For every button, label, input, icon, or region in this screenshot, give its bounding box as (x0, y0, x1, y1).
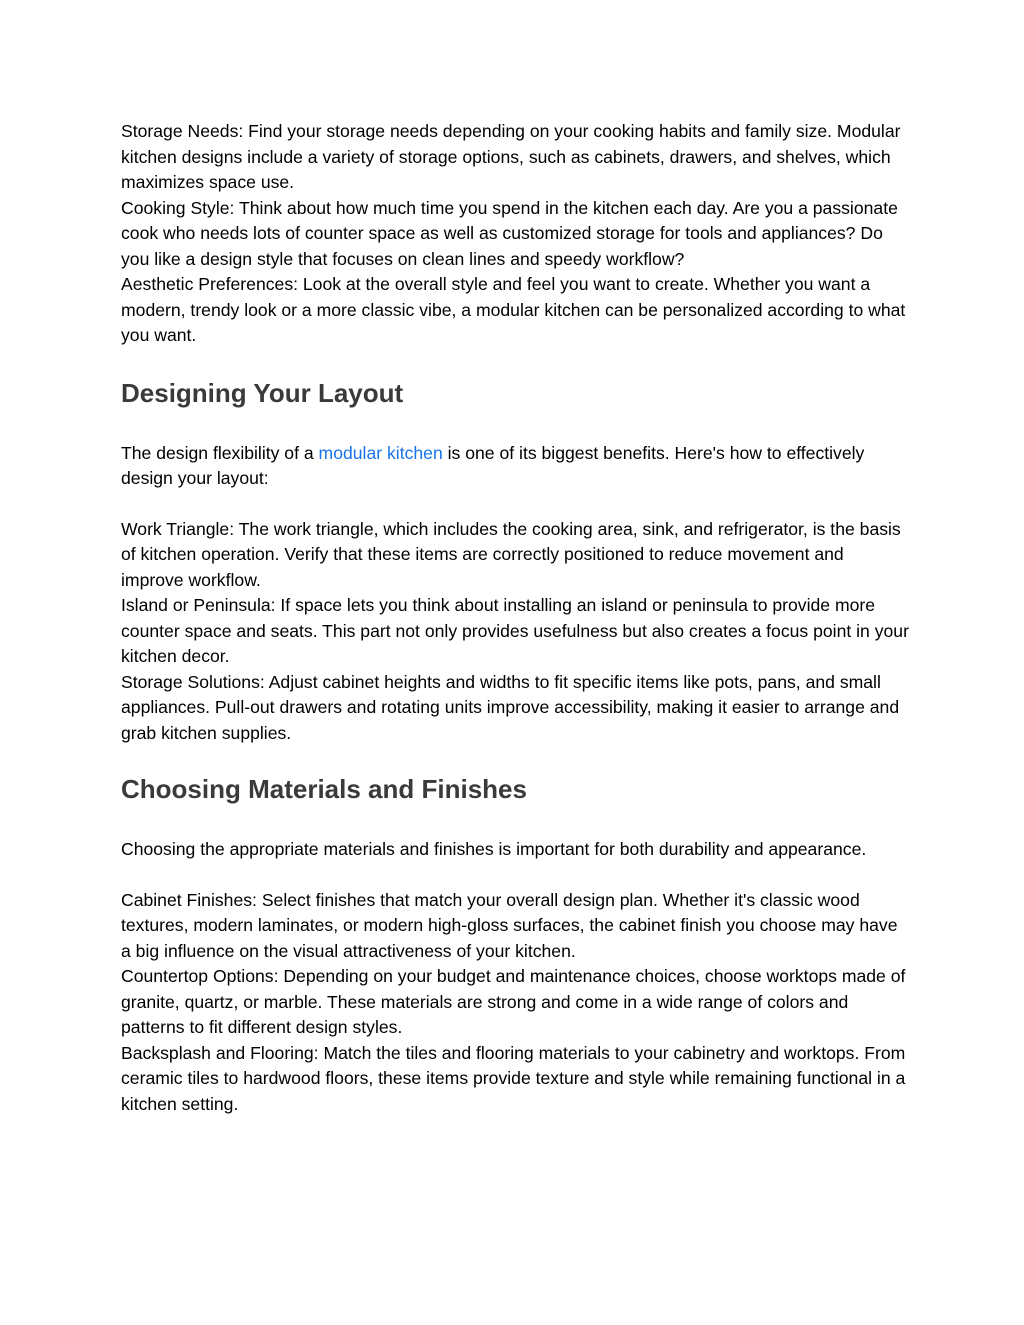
cabinet-finishes-paragraph: Cabinet Finishes: Select finishes that match your overall design plan. Whether it's classic wood textures, modern laminates, or modern high-gloss surfaces, the cabinet finish you choose may have a big influence on the visual attractiveness of your kitchen. (121, 889, 898, 961)
paragraph-gap (121, 492, 911, 517)
cooking-style-paragraph: Cooking Style: Think about how much time you spend in the kitchen each day. Are you a passionate cook who needs lots of counter space as well as customized storage for tools and appliances? Do you like a design style that focuses on clean lines and speedy workflow? (121, 197, 898, 269)
modular-kitchen-link[interactable]: modular kitchen (318, 442, 443, 463)
island-peninsula-paragraph: Island or Peninsula: If space lets you think about installing an island or peninsula to provide more counter space and seats. This part not only provides usefulness but also creates a focus point in your kitchen decor. (121, 595, 909, 666)
aesthetic-preferences-paragraph: Aesthetic Preferences: Look at the overall style and feel you want to create. Whether you want a modern, trendy look or a more classic vibe, a modular kitchen can be personalized according to what you want. (121, 274, 906, 345)
layout-intro-paragraph (121, 441, 911, 492)
designing-layout-heading: Designing Your Layout (121, 377, 404, 408)
materials-intro-paragraph: Choosing the appropriate materials and finishes is important for both durability and appearance. (121, 839, 867, 859)
materials-finishes-heading: Choosing Materials and Finishes (121, 774, 527, 804)
layout-intro-text-before: The design flexibility of a (121, 442, 319, 463)
storage-needs-paragraph: Storage Needs: Find your storage needs depending on your cooking habits and family size. Modular kitchen designs include a variety of storage options, such as cabinets, drawers, and shelves, which maximizes space use. (121, 121, 901, 192)
paragraph-gap (121, 863, 911, 888)
backsplash-flooring-paragraph: Backsplash and Flooring: Match the tiles and flooring materials to your cabinetry and worktops. From ceramic tiles to hardwood floors, these items provide texture and style while remaining functional in a kitchen setting. (121, 1042, 906, 1114)
work-triangle-paragraph: Work Triangle: The work triangle, which includes the cooking area, sink, and refrigerator, is the basis of kitchen operation. Verify that these items are correctly positioned to reduce movement and improve workflow. (121, 518, 901, 590)
storage-solutions-paragraph: Storage Solutions: Adjust cabinet heights and widths to fit specific items like pots, pans, and small appliances. Pull-out drawers and rotating units improve accessibility, making it easier to arrange and grab kitchen supplies. (121, 671, 900, 743)
layout-intro-text-after: is one of its biggest benefits. Here's how to effectively design your layout: (121, 442, 865, 488)
countertop-options-paragraph: Countertop Options: Depending on your budget and maintenance choices, choose worktops made of granite, quartz, or marble. These materials are strong and come in a wide range of colors and patterns to fit different design styles. (121, 966, 906, 1037)
document-page (121, 119, 911, 1117)
